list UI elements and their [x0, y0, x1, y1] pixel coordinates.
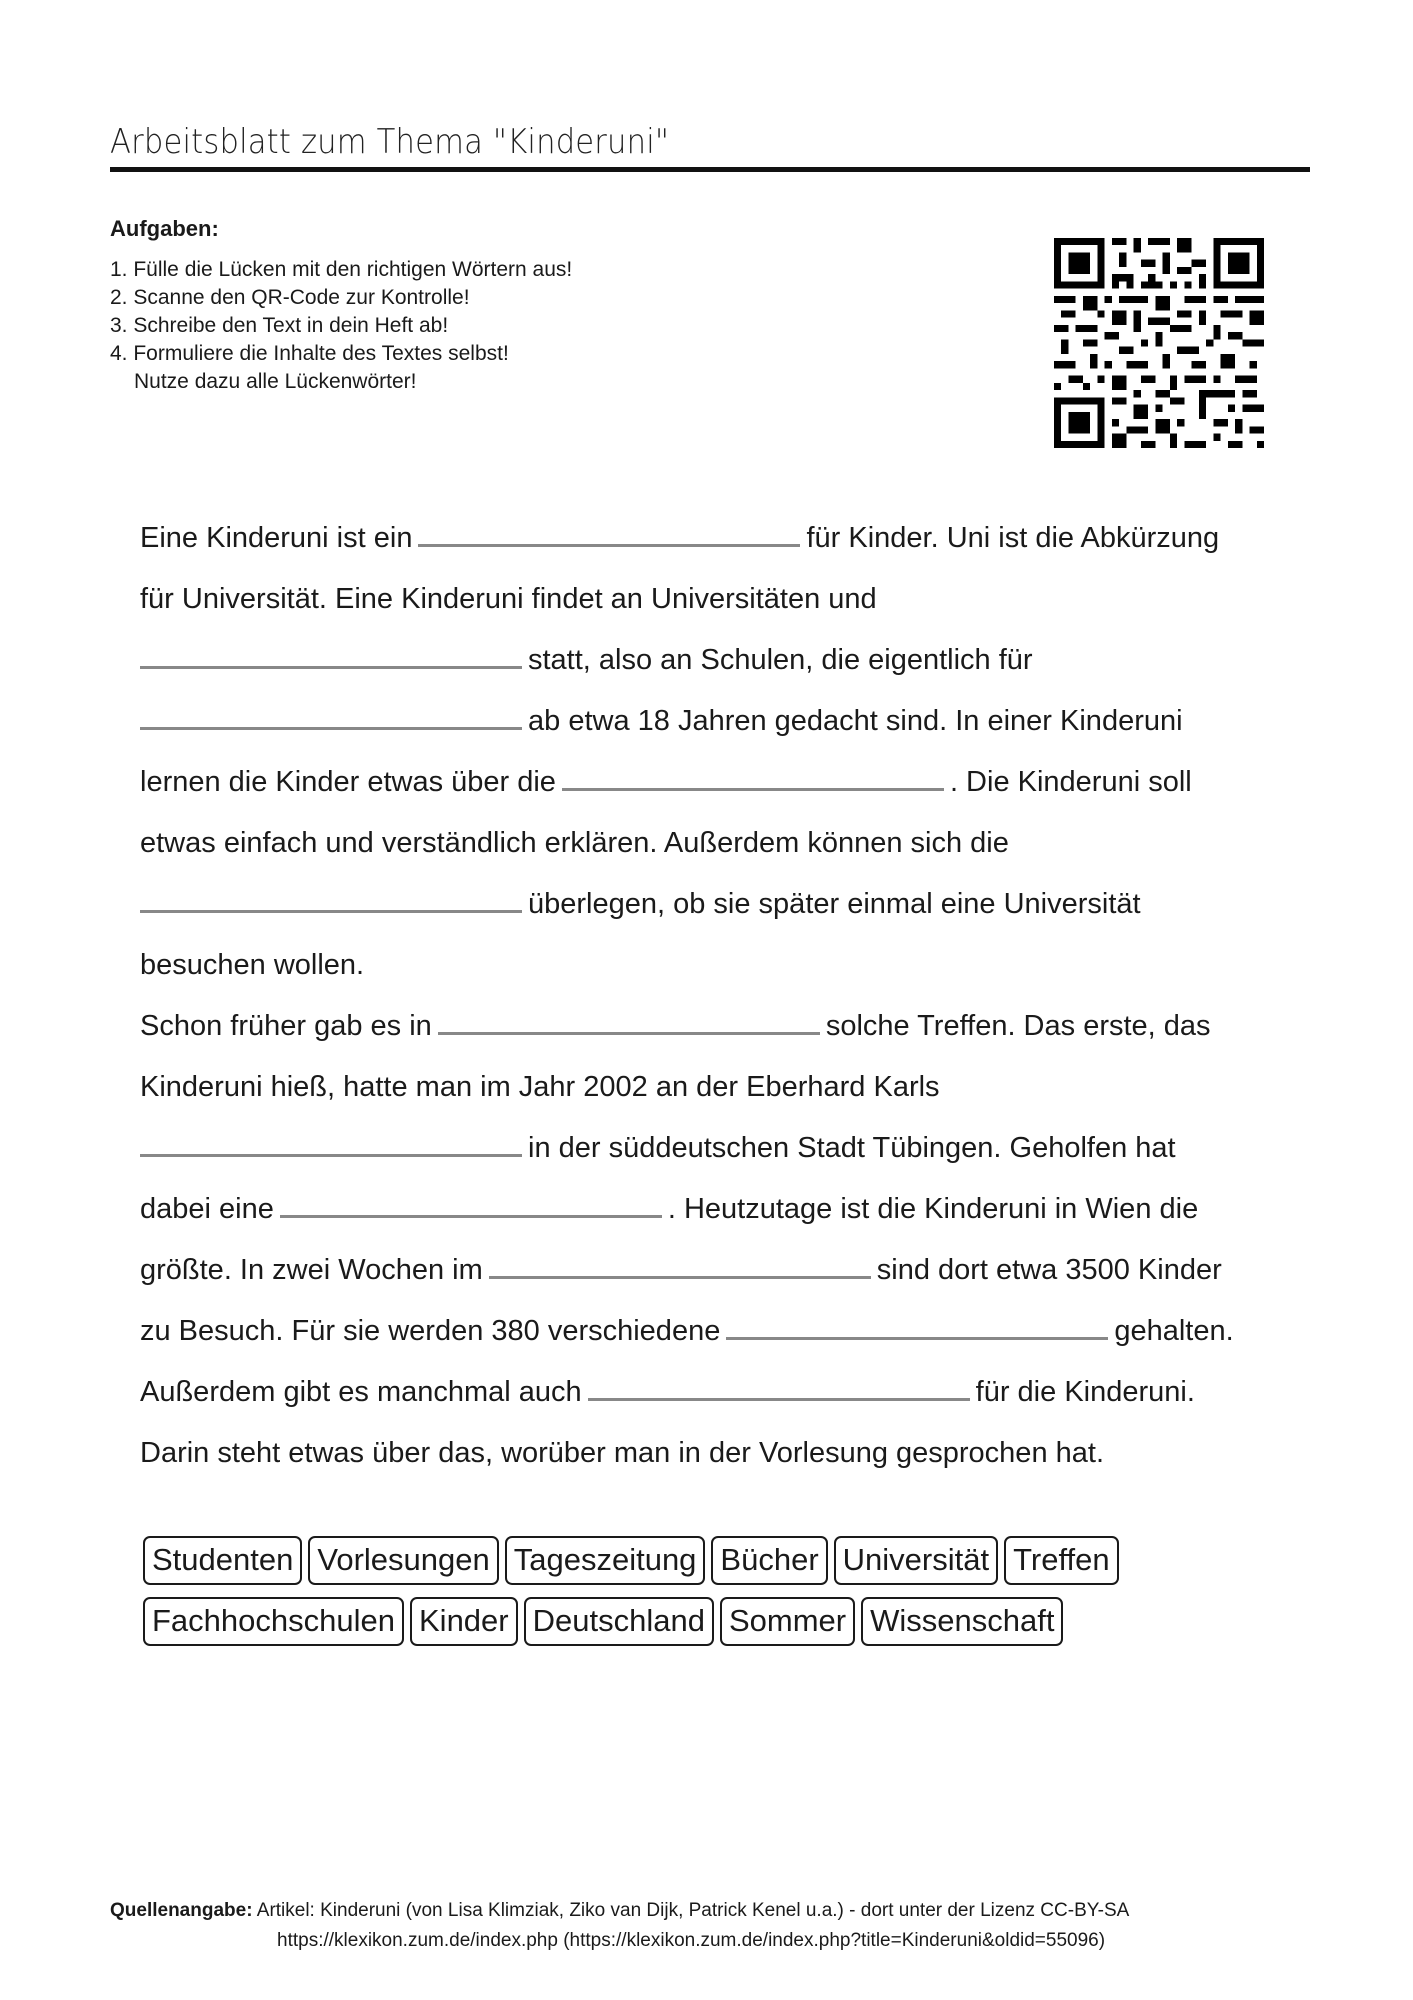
answer-blank[interactable] — [140, 888, 522, 913]
task-list — [110, 256, 572, 396]
answer-blank[interactable] — [140, 1132, 522, 1157]
answer-blank[interactable] — [418, 522, 800, 547]
text-segment: . Heutzutage ist die Kinderuni in Wien die — [667, 1193, 1199, 1225]
word-chip[interactable]: Vorlesungen — [308, 1536, 498, 1585]
task-item: 1. Fülle die Lücken mit den richtigen Wörtern aus! — [110, 258, 573, 281]
title-divider — [110, 167, 1310, 172]
text-segment: für die Kinderuni. — [975, 1376, 1195, 1408]
text-segment: statt, also an Schulen, die eigentlich für — [528, 644, 1033, 676]
text-segment: Darin steht etwas über das, worüber man in der Vorlesung gesprochen hat. — [140, 1437, 1104, 1469]
tasks-heading: Aufgaben: — [110, 216, 219, 241]
page-title: Arbeitsblatt zum Thema "Kinderuni" — [110, 122, 670, 162]
word-chip[interactable]: Kinder — [410, 1597, 518, 1646]
task-item: 2. Scanne den QR-Code zur Kontrolle! — [110, 286, 470, 309]
source-label: Quellenangabe: — [110, 1900, 253, 1921]
text-segment: solche Treffen. Das erste, das — [825, 1010, 1211, 1042]
text-segment: besuchen wollen. — [140, 949, 365, 981]
answer-blank[interactable] — [489, 1254, 871, 1279]
text-segment: sind dort etwa 3500 Kinder — [876, 1254, 1222, 1286]
word-chip[interactable]: Fachhochschulen — [143, 1597, 404, 1646]
source-text: Artikel: Kinderuni (von Lisa Klimziak, Ziko van Dijk, Patrick Kenel u.a.) - dort unter der Lizenz CC-BY-SA — [256, 1900, 1130, 1921]
word-chip[interactable]: Studenten — [143, 1536, 302, 1585]
text-segment: Schon früher gab es in — [140, 1010, 432, 1042]
task-item: 3. Schreibe den Text in dein Heft ab! — [110, 314, 449, 337]
text-segment: Eine Kinderuni ist ein — [140, 522, 413, 554]
text-segment: ab etwa 18 Jahren gedacht sind. In einer Kinderuni — [528, 705, 1183, 737]
word-chip[interactable]: Treffen — [1004, 1536, 1119, 1585]
answer-blank[interactable] — [562, 766, 944, 791]
word-chip[interactable]: Wissenschaft — [861, 1597, 1063, 1646]
answer-blank[interactable] — [726, 1315, 1108, 1340]
text-segment: größte. In zwei Wochen im — [140, 1254, 483, 1286]
task-item: 4. Formuliere die Inhalte des Textes selbst! — [110, 342, 509, 365]
task-item: Nutze dazu alle Lückenwörter! — [134, 370, 417, 393]
word-chip[interactable]: Deutschland — [524, 1597, 714, 1646]
text-segment: überlegen, ob sie später einmal eine Universität — [528, 888, 1141, 920]
text-segment: . Die Kinderuni soll — [949, 766, 1192, 798]
answer-blank[interactable] — [588, 1376, 970, 1401]
answer-blank[interactable] — [140, 705, 522, 730]
text-segment: Außerdem gibt es manchmal auch — [140, 1376, 582, 1408]
word-chip[interactable]: Universität — [834, 1536, 998, 1585]
cloze-text — [140, 508, 1340, 1484]
source-url[interactable]: https://klexikon.zum.de/index.php (https://klexikon.zum.de/index.php?title=Kinderuni&oldid=55096) — [277, 1930, 1106, 1951]
text-segment: gehalten. — [1114, 1315, 1234, 1347]
text-segment: Kinderuni hieß, hatte man im Jahr 2002 an der Eberhard Karls — [140, 1071, 940, 1103]
text-segment: zu Besuch. Für sie werden 380 verschiedene — [140, 1315, 721, 1347]
text-segment: lernen die Kinder etwas über die — [140, 766, 556, 798]
text-segment: dabei eine — [140, 1193, 274, 1225]
answer-blank[interactable] — [438, 1010, 820, 1035]
answer-blank[interactable] — [140, 644, 522, 669]
answer-blank[interactable] — [280, 1193, 662, 1218]
source-citation — [110, 1896, 1129, 1956]
word-chip[interactable]: Bücher — [711, 1536, 827, 1585]
qr-code-icon[interactable] — [1054, 238, 1264, 448]
text-segment: für Universität. Eine Kinderuni findet an Universitäten und — [140, 583, 877, 615]
text-segment: etwas einfach und verständlich erklären. Außerdem können sich die — [140, 827, 1009, 859]
word-chip[interactable]: Tageszeitung — [505, 1536, 706, 1585]
word-chip[interactable]: Sommer — [720, 1597, 855, 1646]
word-bank — [143, 1536, 1125, 1658]
text-segment: für Kinder. Uni ist die Abkürzung — [806, 522, 1220, 554]
text-segment: in der süddeutschen Stadt Tübingen. Geholfen hat — [528, 1132, 1176, 1164]
